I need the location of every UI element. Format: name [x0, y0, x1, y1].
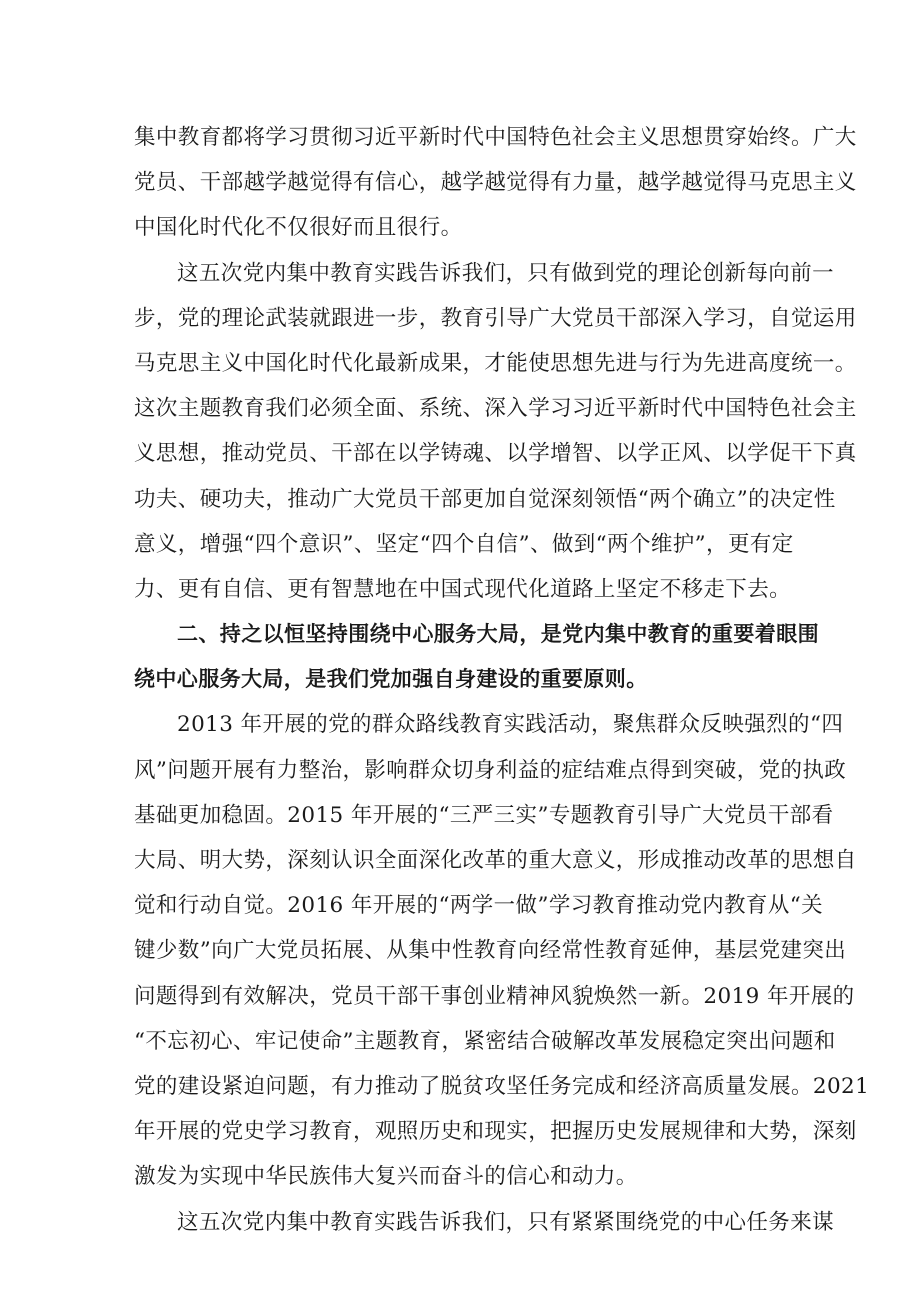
text-line: 这五次党内集中教育实践告诉我们，只有紧紧围绕党的中心任务来谋: [177, 1209, 835, 1235]
text-line: 年开展的党史学习教育，观照历史和现实，把握历史发展规律和大势，深刻: [134, 1119, 857, 1145]
text-line: 力、更有自信、更有智慧地在中国式现代化道路上坚定不移走下去。: [134, 576, 792, 602]
paragraph: [134, 1200, 835, 1245]
text-line: 功夫、硬功夫，推动广大党员干部更加自觉深刻领悟“两个确立”的决定性: [134, 486, 836, 512]
text-line: 义思想，推动党员、干部在以学铸魂、以学增智、以学正风、以学促干下真: [134, 441, 857, 467]
text-line: 集中教育都将学习贯彻习近平新时代中国特色社会主义思想贯穿始终。广大: [134, 125, 857, 150]
text-line: “不忘初心、牢记使命”主题教育，紧密结合破解改革发展稳定突出问题和: [134, 1028, 836, 1054]
paragraph: [134, 115, 857, 251]
text-line: 意义，增强“四个意识”、坚定“四个自信”、做到“两个维护”，更有定: [134, 531, 794, 557]
text-line: 基础更加稳固。2015 年开展的“三严三实”专题教育引导广大党员干部看: [134, 802, 834, 828]
text-line: 步，党的理论武装就跟进一步，教育引导广大党员干部深入学习，自觉运用: [134, 305, 857, 331]
text-line: 问题得到有效解决，党员干部干事创业精神风貌焕然一新。2019 年开展的: [134, 983, 855, 1009]
text-line: 风”问题开展有力整治，影响群众切身利益的症结难点得到突破，党的执政: [134, 757, 847, 783]
text-line: 马克思主义中国化时代化最新成果，才能使思想先进与行为先进高度统一。: [134, 350, 857, 376]
text-line: 中国化时代化不仅很好而且很行。: [134, 215, 463, 241]
section-heading: [134, 612, 819, 702]
heading-line: 二、持之以恒坚持围绕中心服务大局，是党内集中教育的重要着眼围: [177, 622, 819, 647]
document-body: [134, 115, 870, 1245]
text-line: 2013 年开展的党的群众路线教育实践活动，聚焦群众反映强烈的“四: [177, 712, 844, 738]
text-line: 党员、干部越学越觉得有信心，越学越觉得有力量，越学越觉得马克思主义: [134, 170, 857, 196]
text-line: 这次主题教育我们必须全面、系统、深入学习习近平新时代中国特色社会主: [134, 396, 857, 422]
paragraph: [134, 702, 870, 1199]
text-line: 激发为实现中华民族伟大复兴而奋斗的信心和动力。: [134, 1164, 638, 1190]
text-line: 键少数”向广大党员拓展、从集中性教育向经常性教育延伸，基层党建突出: [134, 938, 847, 964]
text-line: 党的建设紧迫问题，有力推动了脱贫攻坚任务完成和经济高质量发展。2021: [134, 1073, 870, 1099]
text-line: 觉和行动自觉。2016 年开展的“两学一做”学习教育推动党内教育从“关: [134, 893, 824, 919]
text-line: 这五次党内集中教育实践告诉我们，只有做到党的理论创新每向前一: [177, 260, 835, 286]
text-line: 大局、明大势，深刻认识全面深化改革的重大意义，形成推动改革的思想自: [134, 848, 857, 873]
heading-line: 绕中心服务大局，是我们党加强自身建设的重要原则。: [134, 667, 648, 692]
paragraph: [134, 251, 857, 613]
